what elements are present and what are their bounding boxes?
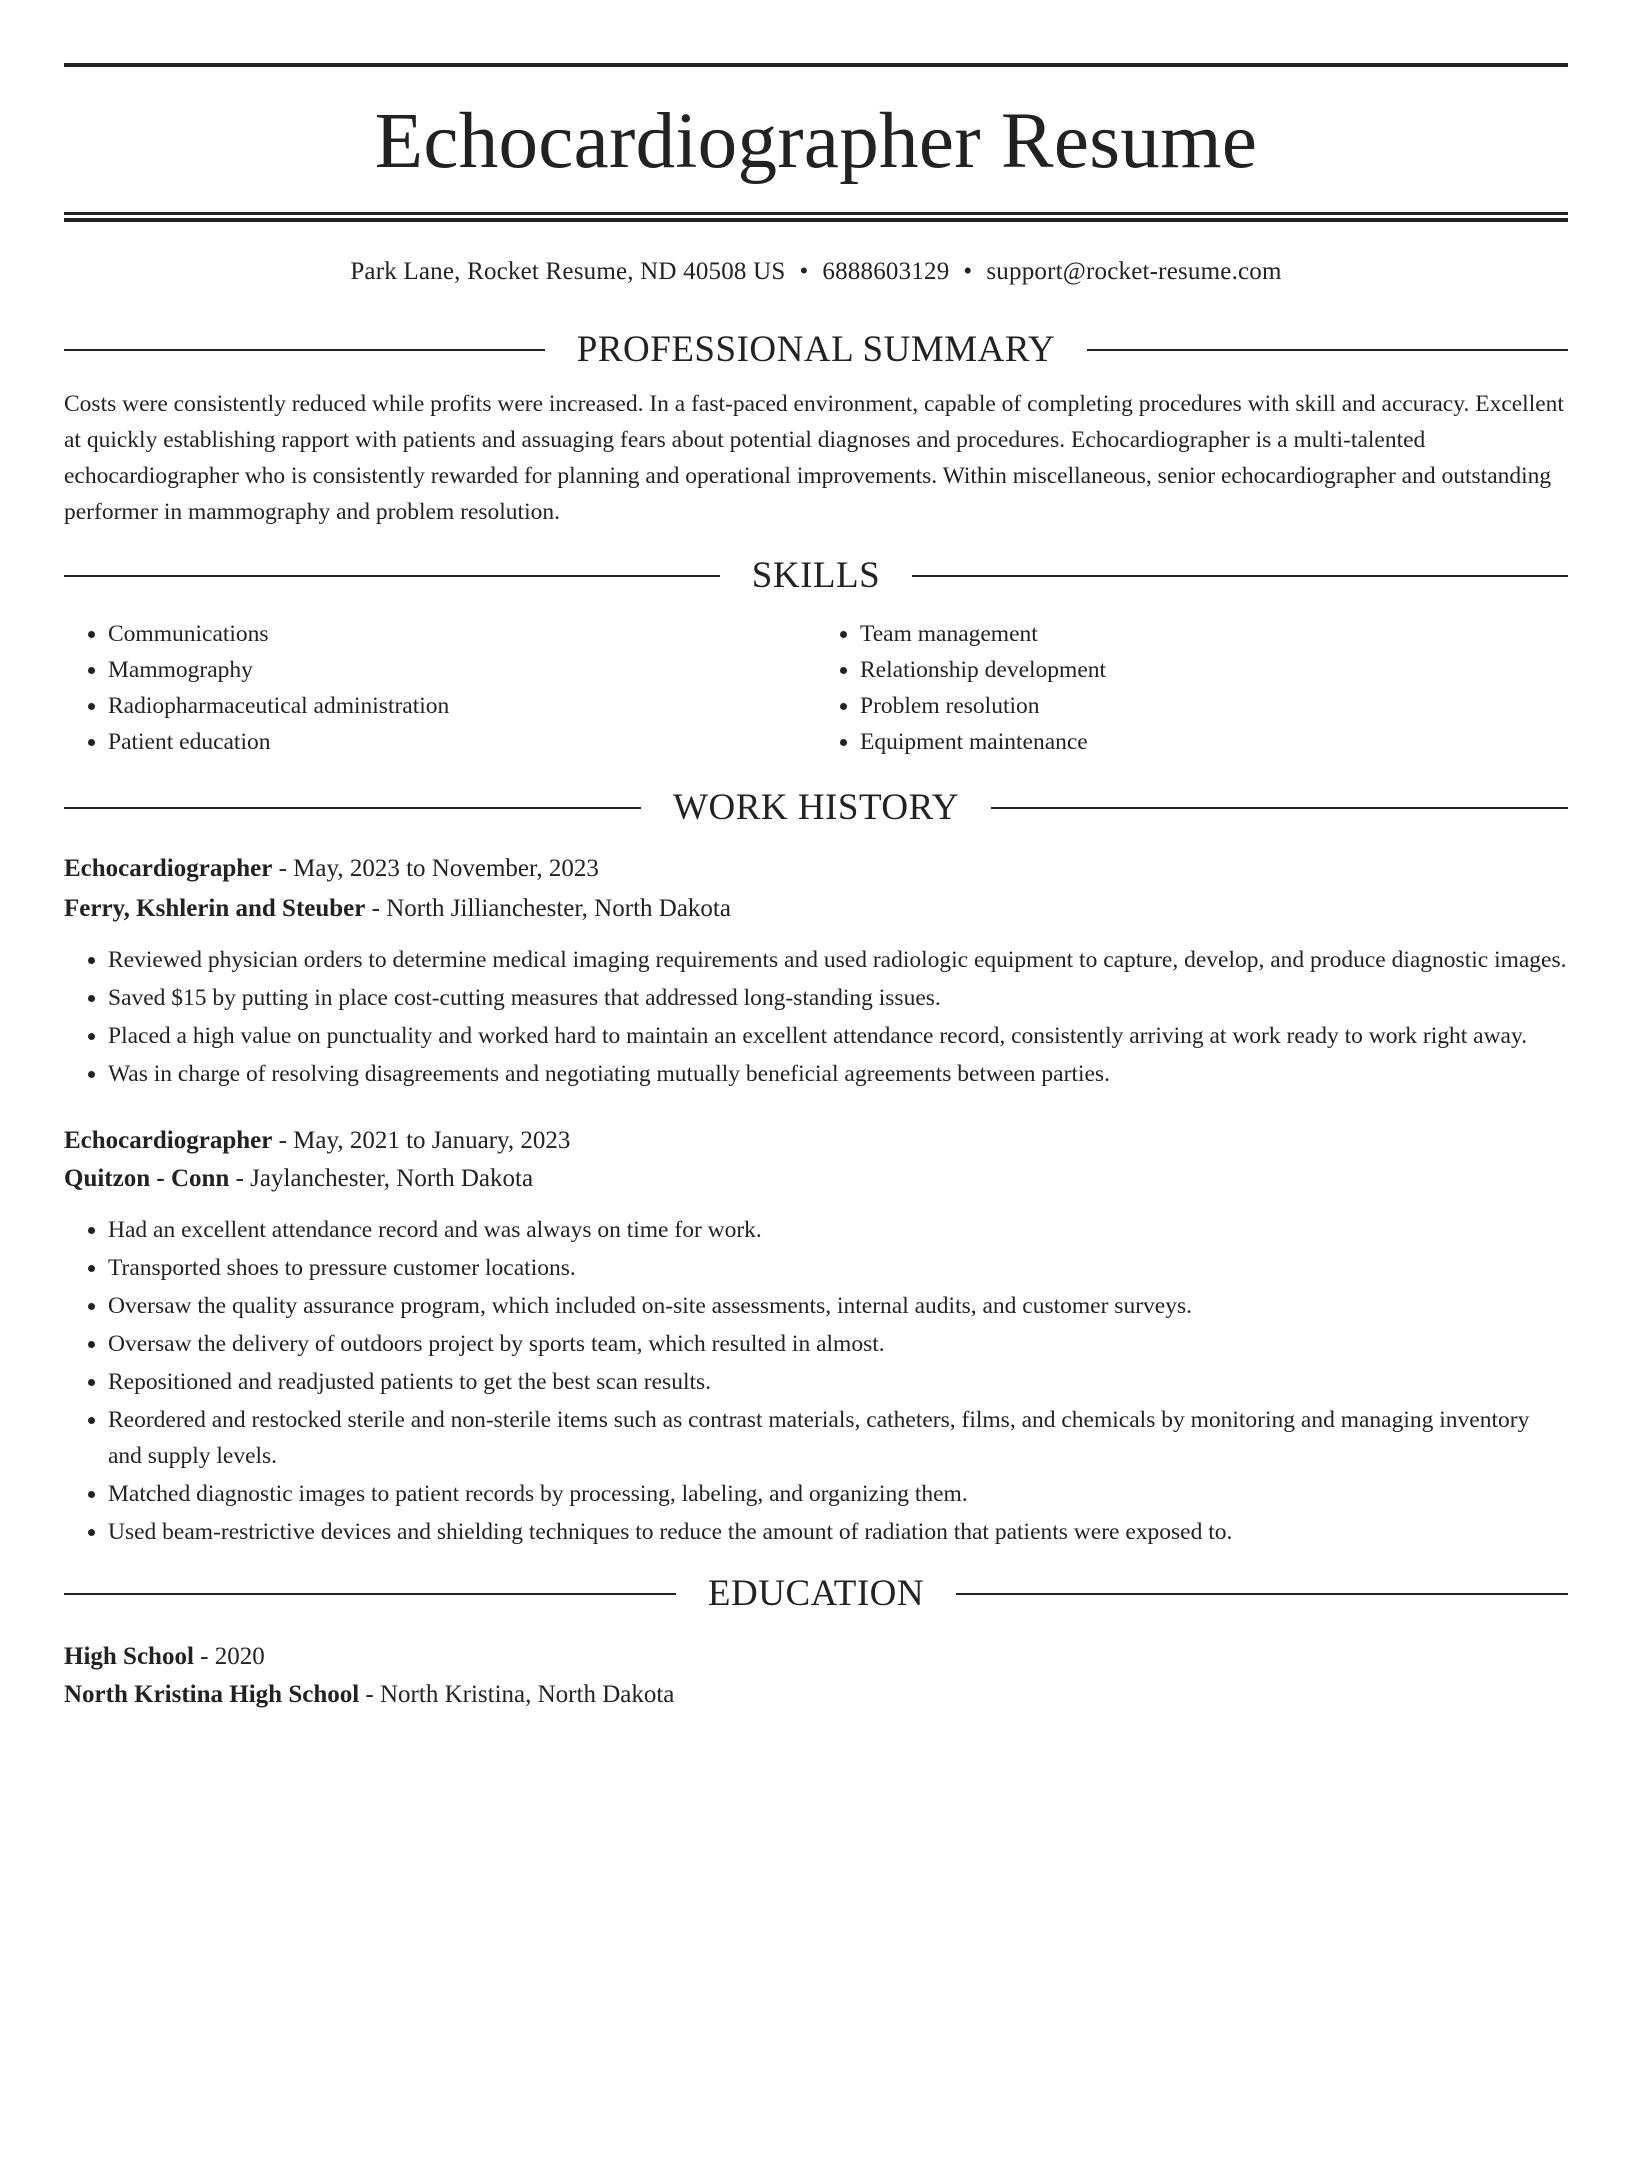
job-title: Echocardiographer: [64, 854, 273, 882]
job-duties-list: [64, 1212, 1568, 1550]
skill-item: • Problem resolution: [860, 688, 1568, 724]
skills-columns: [64, 616, 1568, 760]
skill-item: • Communications: [108, 616, 816, 652]
contact-email: support@rocket-resume.com: [986, 258, 1282, 285]
job-company-line: [64, 1160, 1568, 1198]
contact-address: Park Lane, Rocket Resume, ND 40508 US: [350, 258, 786, 285]
skills-list-left: [64, 616, 816, 760]
job-title: Echocardiographer: [64, 1126, 273, 1154]
job-duty: • Reviewed physician orders to determine medical imaging requirements and used radiologic equipment to capture, develop, and produce diagnostic images.: [108, 942, 1568, 978]
skill-item: • Mammography: [108, 652, 816, 688]
education-section-heading: [64, 1572, 1568, 1616]
job-duty: • Had an excellent attendance record and was always on time for work.: [108, 1212, 1568, 1248]
job-duty: • Oversaw the quality assurance program, which included on-site assessments, internal audits, and customer surveys.: [108, 1288, 1568, 1324]
skill-item: • Equipment maintenance: [860, 724, 1568, 760]
skill-item: • Radiopharmaceutical administration: [108, 688, 816, 724]
education-degree: High School: [64, 1642, 194, 1670]
job-company: Quitzon - Conn: [64, 1164, 230, 1192]
job-company: Ferry, Kshlerin and Steuber: [64, 894, 366, 922]
education-year: - 2020: [193, 1642, 265, 1670]
heading-rule-right: [1087, 349, 1568, 351]
summary-heading-label: PROFESSIONAL SUMMARY: [576, 329, 1056, 370]
heading-rule-left: [64, 807, 641, 809]
job-title-line: [64, 850, 1568, 888]
job-duty: • Oversaw the delivery of outdoors project by sports team, which resulted in almost.: [108, 1326, 1568, 1362]
job-company-line: [64, 890, 1568, 928]
job-duty: • Matched diagnostic images to patient records by processing, labeling, and organizing them.: [108, 1476, 1568, 1512]
skill-item: • Team management: [860, 616, 1568, 652]
job-title-line: [64, 1122, 1568, 1160]
skills-section-heading: [64, 554, 1568, 598]
summary-section-heading: [64, 328, 1568, 372]
heading-rule-left: [64, 1593, 676, 1595]
title-double-rule: [64, 212, 1568, 222]
job-location: - North Jillianchester, North Dakota: [365, 894, 731, 922]
contact-line: [64, 256, 1568, 288]
resume-title: Echocardiographer Resume: [374, 98, 1258, 185]
summary-paragraph: Costs were consistently reduced while profits were increased. In a fast-paced environment, capable of completing procedures with skill and accuracy. Excellent at quickly establishing rapport with patients and assuaging fears about potential diagnoses and procedures. Echocardiographer is a multi-talented echocardiographer who is consistently rewarded for planning and operational improvements. Within miscellaneous, senior echocardiographer and outstanding performer in mammography and problem resolution.: [64, 391, 1564, 525]
job-dates: - May, 2021 to January, 2023: [272, 1126, 571, 1154]
skill-item: • Relationship development: [860, 652, 1568, 688]
job-duty: • Was in charge of resolving disagreements and negotiating mutually beneficial agreements between parties.: [108, 1056, 1568, 1092]
education-school-line: [64, 1676, 1568, 1714]
education-school: North Kristina High School: [64, 1680, 360, 1708]
job-duty: • Used beam-restrictive devices and shielding techniques to reduce the amount of radiation that patients were exposed to.: [108, 1514, 1568, 1550]
job-entry: [64, 850, 1568, 1092]
work-section-heading: [64, 786, 1568, 830]
education-heading-label: EDUCATION: [707, 1572, 925, 1614]
skills-list-right: [816, 616, 1568, 760]
job-duty: • Saved $15 by putting in place cost-cutting measures that addressed long-standing issues.: [108, 980, 1568, 1016]
job-dates: - May, 2023 to November, 2023: [272, 854, 599, 882]
heading-rule-left: [64, 349, 545, 351]
work-heading-label: WORK HISTORY: [673, 786, 959, 828]
job-duty: • Transported shoes to pressure customer locations.: [108, 1250, 1568, 1286]
job-duty: • Reordered and restocked sterile and non-sterile items such as contrast materials, catheters, films, and chemicals by monitoring and managing inventory and supply levels.: [108, 1402, 1568, 1474]
top-rule: [64, 63, 1568, 67]
resume-page: [0, 63, 1632, 2175]
job-location: - Jaylanchester, North Dakota: [229, 1164, 534, 1192]
skills-heading-label: SKILLS: [751, 554, 881, 596]
education-entry: [64, 1638, 1568, 1714]
contact-separator: •: [799, 258, 809, 285]
education-degree-line: [64, 1638, 1568, 1676]
heading-rule-left: [64, 575, 720, 577]
skill-item: • Patient education: [108, 724, 816, 760]
job-duty: • Repositioned and readjusted patients to get the best scan results.: [108, 1364, 1568, 1400]
job-entry: [64, 1122, 1568, 1550]
contact-separator: •: [963, 258, 973, 285]
heading-rule-right: [912, 575, 1568, 577]
contact-phone: 6888603129: [822, 258, 950, 285]
heading-rule-right: [991, 807, 1568, 809]
job-duties-list: [64, 942, 1568, 1092]
job-duty: • Placed a high value on punctuality and worked hard to maintain an excellent attendance record, consistently arriving at work ready to work right away.: [108, 1018, 1568, 1054]
heading-rule-right: [956, 1593, 1568, 1595]
education-location: - North Kristina, North Dakota: [359, 1680, 675, 1708]
